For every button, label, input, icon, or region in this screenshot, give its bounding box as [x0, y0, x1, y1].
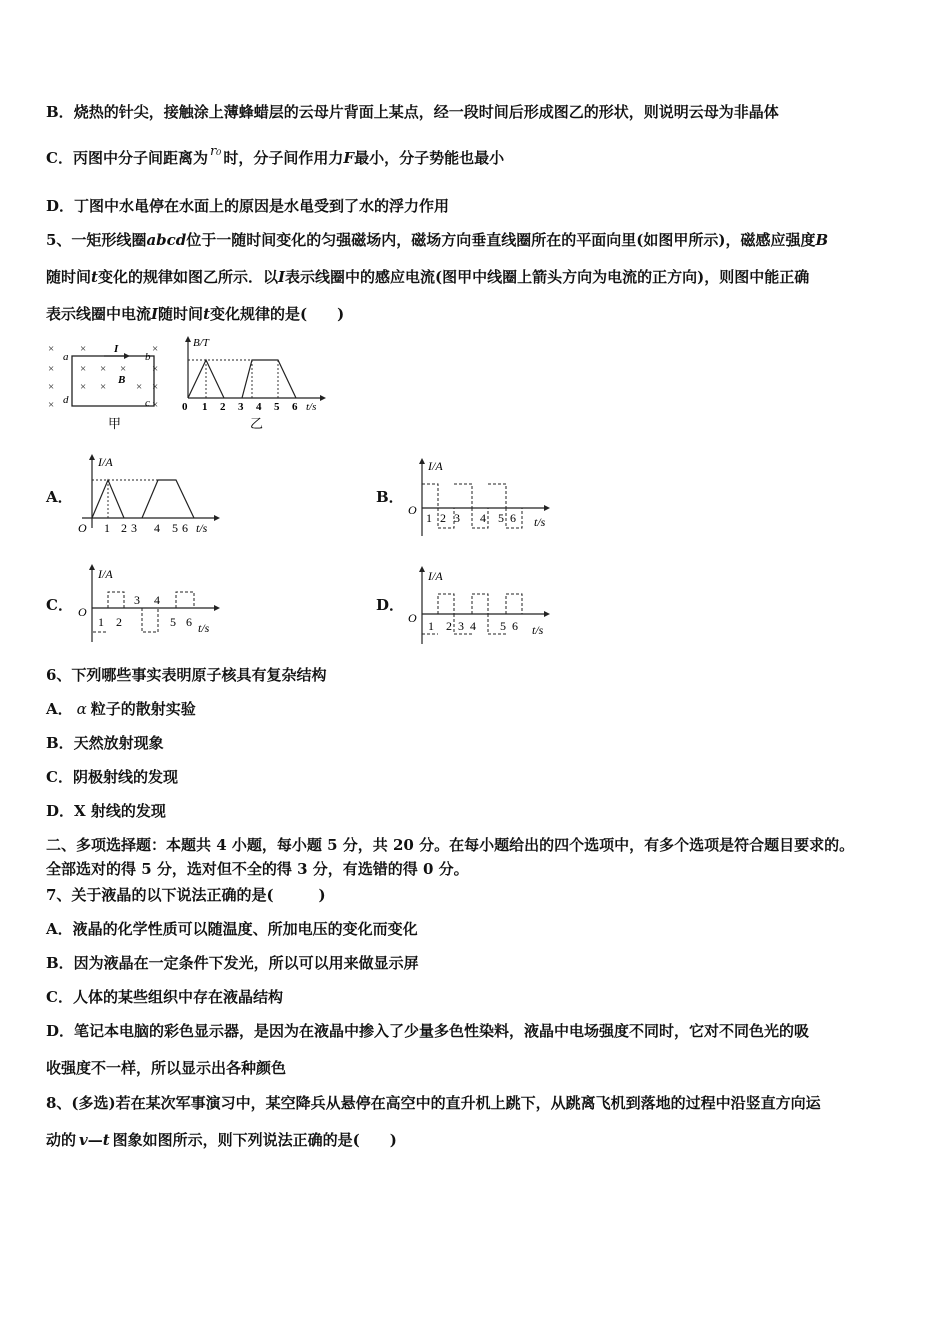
- option-letter: D．: [46, 197, 75, 215]
- section2-line1: 二、多项选择题：本题共 4 小题，每小题 5 分，共 20 分。在每小题给出的四个选项中，有多个选项是符合题目要求的。: [46, 836, 855, 854]
- q7-option-d-line2: 收强度不一样，所以显示出各种颜色: [46, 1059, 287, 1077]
- q8-stem-line2: [46, 1130, 397, 1150]
- text: 变化的规律如图乙所示．以: [97, 268, 278, 286]
- tick-label: 1: [98, 615, 104, 629]
- caption-yi: 乙: [250, 416, 264, 431]
- option-c-graph[interactable]: [74, 562, 234, 652]
- tick-label: 5: [274, 401, 280, 413]
- y-label: I/A: [98, 455, 113, 469]
- option-text: 时，分子间作用力: [223, 149, 344, 167]
- option-text: 丁图中水黾停在水面上的原因是水黾受到了水的浮力作用: [74, 197, 450, 215]
- q7-option-d-line1[interactable]: D．笔记本电脑的彩色显示器，是因为在液晶中掺入了少量多色性染料，液晶中电场强度不同时，它对不同色光的吸: [46, 1022, 810, 1040]
- q5-stem-line3: [46, 304, 344, 324]
- text: 变化规律的是( ): [210, 305, 345, 323]
- corner-d: d: [63, 394, 69, 406]
- tick-label: 4: [480, 511, 486, 525]
- tick-label: 1: [104, 521, 110, 535]
- x-label: t/s: [534, 515, 546, 529]
- tick-label: 5: [172, 521, 178, 535]
- origin-label: O: [78, 521, 87, 535]
- y-label: I/A: [98, 567, 113, 581]
- option-a-label[interactable]: A．: [46, 488, 73, 506]
- tick-label: 5: [170, 615, 176, 629]
- tick-label: 2: [220, 401, 226, 413]
- tick-label: 1: [202, 401, 208, 413]
- option-d-label[interactable]: D．: [376, 596, 405, 614]
- v-symbol: v: [79, 1131, 88, 1149]
- b-symbol: B: [815, 231, 829, 249]
- cross: ×: [48, 363, 55, 375]
- option-text: 烧热的针尖，接触涂上薄蜂蜡层的云母片背面上某点，经一段时间后形成图乙的形状，则说明云母为非晶体: [73, 103, 779, 121]
- cross: ×: [48, 399, 55, 411]
- q6-option-b[interactable]: B．天然放射现象: [46, 734, 164, 752]
- tick-label: 6: [510, 511, 516, 525]
- option-text: 粒子的散射实验: [90, 700, 196, 718]
- corner-a: a: [63, 351, 69, 363]
- x-label: t/s: [196, 521, 208, 535]
- tick-label: 6: [186, 615, 192, 629]
- alpha-symbol: α: [76, 700, 87, 718]
- corner-c: c: [145, 397, 150, 409]
- tick-label: 4: [154, 593, 160, 607]
- q6-option-a[interactable]: [46, 699, 196, 719]
- force-symbol: F: [343, 149, 355, 167]
- tick-label: 5: [498, 511, 504, 525]
- cross: ×: [152, 381, 159, 393]
- dash: —: [87, 1131, 103, 1149]
- text: 表示线圈中的感应电流(图甲中线圈上箭头方向为电流的正方向)，则图中能正确: [285, 268, 810, 286]
- figure-coil: [44, 338, 174, 437]
- text: 随时间: [46, 268, 92, 286]
- figure-b-t-graph: [180, 334, 330, 438]
- cross: ×: [152, 343, 159, 355]
- option-b-graph[interactable]: [404, 456, 564, 546]
- tick-label: 1: [428, 619, 434, 633]
- x-label: t/s: [532, 623, 544, 637]
- q7-stem: 7、关于液晶的以下说法正确的是( ): [46, 886, 326, 904]
- cross: ×: [100, 363, 107, 375]
- tick-label: 3: [458, 619, 464, 633]
- tick-label: 3: [131, 521, 137, 535]
- t-symbol: t: [203, 305, 210, 323]
- x-label: t/s: [306, 401, 317, 413]
- q8-stem-line1: 8、(多选)若在某次军事演习中，某空降兵从悬停在高空中的直升机上跳下，从跳离飞机到落地的过程中沿竖直方向运: [46, 1094, 821, 1112]
- text: 表示线圈中电流: [46, 305, 152, 323]
- text: 位于一随时间变化的匀强磁场内，磁场方向垂直线圈所在的平面向里(如图甲所示)，磁感应强度: [186, 231, 816, 249]
- abcd-symbol: abcd: [146, 231, 187, 249]
- q6-stem: 6、下列哪些事实表明原子核具有复杂结构: [46, 666, 327, 684]
- y-label: I/A: [428, 459, 443, 473]
- q4-option-d: [46, 196, 449, 216]
- tick-label: 2: [446, 619, 452, 633]
- cross: ×: [80, 381, 87, 393]
- tick-label: 4: [470, 619, 476, 633]
- corner-b: b: [145, 351, 151, 363]
- tick-label: 1: [426, 511, 432, 525]
- tick-label: 6: [512, 619, 518, 633]
- tick-label: 4: [256, 401, 262, 413]
- label-b: B: [118, 374, 126, 386]
- x-label: t/s: [198, 621, 210, 635]
- label-i: I: [114, 343, 119, 355]
- cross: ×: [120, 363, 127, 375]
- t-symbol: t: [91, 268, 98, 286]
- option-letter: B．: [46, 103, 74, 121]
- q5-stem-line2: [46, 267, 809, 287]
- tick-label: 3: [134, 593, 140, 607]
- cross: ×: [80, 343, 87, 355]
- cross: ×: [48, 343, 55, 355]
- tick-label: 3: [454, 511, 460, 525]
- cross: ×: [100, 381, 107, 393]
- cross: ×: [152, 399, 159, 411]
- i-symbol: I: [277, 268, 285, 286]
- option-c-label[interactable]: C．: [46, 596, 73, 614]
- q7-option-a[interactable]: A．液晶的化学性质可以随温度、所加电压的变化而变化: [46, 920, 418, 938]
- cross: ×: [136, 381, 143, 393]
- option-a-graph[interactable]: [74, 452, 224, 546]
- tick-label: 0: [182, 401, 188, 413]
- option-text: 丙图中分子间距离为: [72, 149, 208, 167]
- section2-line2: 全部选对的得 5 分，选对但不全的得 3 分，有选错的得 0 分。: [46, 860, 469, 878]
- i-symbol: I: [151, 305, 159, 323]
- option-b-label[interactable]: B．: [376, 488, 404, 506]
- option-letter: C．: [46, 149, 73, 167]
- option-text: 最小，分子势能也最小: [354, 149, 505, 167]
- tick-label: 6: [182, 521, 188, 535]
- arrowhead: [124, 353, 130, 359]
- q6-option-c[interactable]: C．阴极射线的发现: [46, 768, 178, 786]
- y-label: B/T: [193, 337, 209, 349]
- caption-jia: 甲: [108, 416, 122, 431]
- option-d-graph[interactable]: [404, 564, 564, 654]
- text: 随时间: [158, 305, 204, 323]
- q4-option-c: [46, 144, 505, 170]
- tick-label: 2: [440, 511, 446, 525]
- t-symbol: t: [102, 1131, 110, 1149]
- cross: ×: [152, 363, 159, 375]
- b-curve: [242, 360, 296, 398]
- origin-label: O: [78, 605, 87, 619]
- tick-label: 3: [238, 401, 244, 413]
- tick-label: 5: [500, 619, 506, 633]
- y-label: I/A: [428, 569, 443, 583]
- q7-option-c[interactable]: C．人体的某些组织中存在液晶结构: [46, 988, 283, 1006]
- tick-label: 2: [121, 521, 127, 535]
- cross: ×: [80, 363, 87, 375]
- q5-stem-line1: [46, 230, 828, 250]
- q7-option-b[interactable]: B．因为液晶在一定条件下发光，所以可以用来做显示屏: [46, 954, 419, 972]
- option-letter: A．: [46, 700, 73, 718]
- q4-option-b: [46, 102, 779, 122]
- origin-label: O: [408, 611, 417, 625]
- tick-label: 6: [292, 401, 298, 413]
- q6-option-d[interactable]: D．X 射线的发现: [46, 802, 166, 820]
- cross: ×: [48, 381, 55, 393]
- origin-label: O: [408, 503, 417, 517]
- text: 5、一矩形线圈: [46, 231, 147, 249]
- tick-label: 2: [116, 615, 122, 629]
- tick-label: 4: [154, 521, 160, 535]
- text: 动的: [46, 1131, 77, 1149]
- r0-symbol: r₀: [209, 144, 222, 159]
- text: 图象如图所示，则下列说法正确的是( ): [112, 1131, 397, 1149]
